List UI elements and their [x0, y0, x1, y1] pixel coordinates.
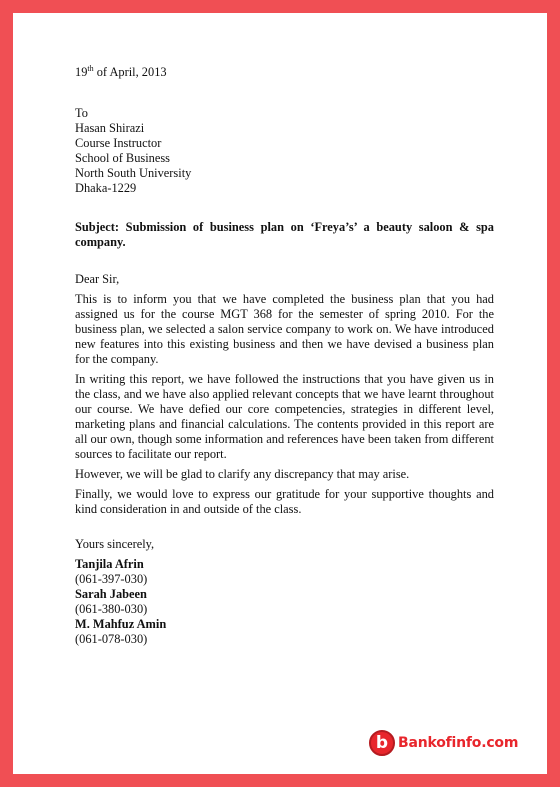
- body-paragraph: This is to inform you that we have completed the business plan that you had assigned us for the course MGT 368 for the semester of spring 2010. For the business plan, we selected a salon service company to work on. We have introduced new features into this existing business and then we have devised a business plan for the company.: [75, 292, 494, 366]
- signatory-id: (061-078-030): [75, 632, 148, 646]
- body-paragraph: However, we will be glad to clarify any discrepancy that may arise.: [75, 467, 410, 481]
- address-line: School of Business: [75, 151, 170, 165]
- address-line: Dhaka-1229: [75, 181, 137, 195]
- signatory-id: (061-397-030): [75, 572, 148, 586]
- address-line: Course Instructor: [75, 136, 162, 150]
- watermark-logo: [369, 729, 541, 757]
- signatory-name: M. Mahfuz Amin: [75, 617, 167, 631]
- watermark-text: Bankofinfo.com: [398, 735, 519, 751]
- date-suffix: th: [87, 63, 94, 73]
- letter-date: [75, 65, 494, 80]
- date-day: 19: [75, 65, 88, 79]
- address-line: To: [75, 106, 88, 120]
- body-paragraph: Finally, we would love to express our gratitude for your supportive thoughts and kind consideration in and outside of the class.: [75, 487, 494, 516]
- closing: Yours sincerely,: [75, 537, 155, 551]
- signatory-name: Tanjila Afrin: [75, 557, 144, 571]
- body-paragraph: In writing this report, we have followed the instructions that you have given us in the class, and we have also applied relevant concepts that we have learnt throughout our course. We have defied our core competencies, strategies in different level, marketing plans and financial calculations. The contents provided in this report are all our own, though some information and references have been taken from different sources to facilitate our report.: [75, 372, 494, 461]
- address-line: Hasan Shirazi: [75, 121, 145, 135]
- date-rest: of April, 2013: [93, 65, 167, 79]
- recipient-address: [75, 106, 494, 196]
- greeting: Dear Sir,: [75, 272, 120, 286]
- letter-subject: Subject: Submission of business plan on ‘Freya’s’ a beauty saloon & spa company.: [75, 220, 494, 249]
- bank-logo-icon: b: [369, 730, 395, 756]
- signatory-id: (061-380-030): [75, 602, 148, 616]
- address-line: North South University: [75, 166, 192, 180]
- signature-block: [75, 557, 494, 647]
- cover-letter: [75, 65, 494, 647]
- signatory-name: Sarah Jabeen: [75, 587, 147, 601]
- letter-page: [13, 13, 547, 774]
